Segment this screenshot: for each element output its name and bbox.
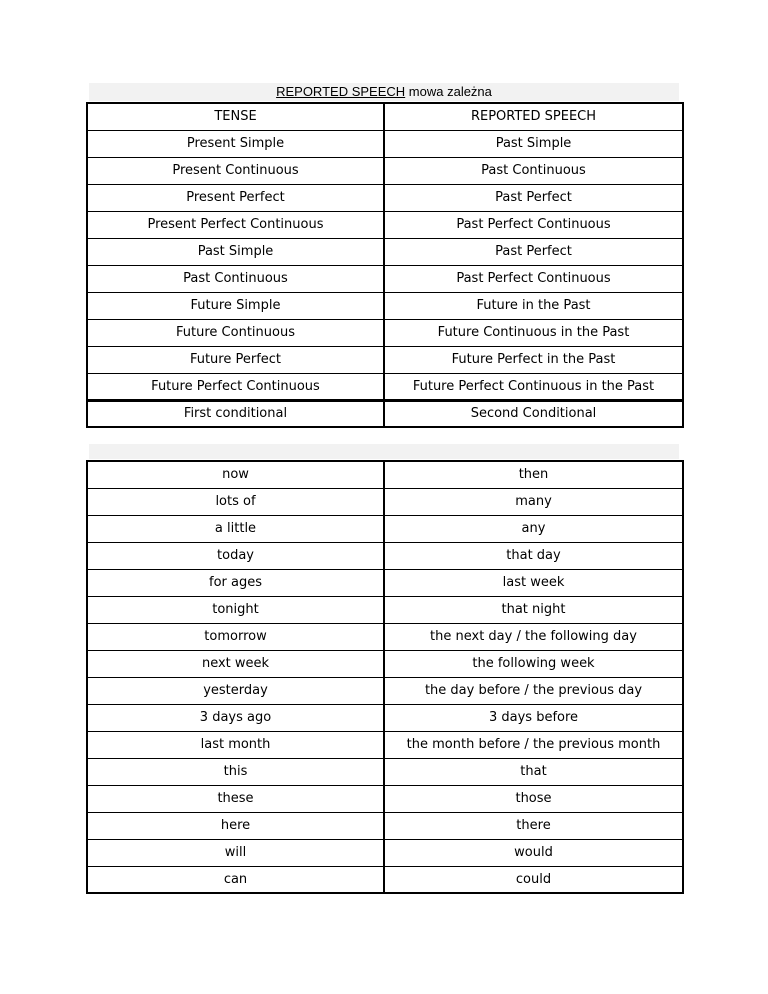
table-cell-direct: here	[87, 812, 384, 839]
table-cell-reported: the following week	[384, 650, 683, 677]
table-cell-reported: the next day / the following day	[384, 623, 683, 650]
table-row	[87, 373, 683, 400]
table-row	[87, 866, 683, 893]
table-row	[87, 758, 683, 785]
table-row	[87, 319, 683, 346]
table-cell-direct: Future Simple	[87, 292, 384, 319]
table-cell-direct: these	[87, 785, 384, 812]
table-cell-direct: last month	[87, 731, 384, 758]
title-main: REPORTED SPEECH	[276, 84, 406, 99]
table-cell-reported: there	[384, 812, 683, 839]
table-row	[87, 238, 683, 265]
table-cell-direct: lots of	[87, 488, 384, 515]
table-cell-reported: Future Perfect Continuous in the Past	[384, 373, 683, 400]
table-cell-direct: Future Continuous	[87, 319, 384, 346]
table-cell-reported: Past Perfect	[384, 238, 683, 265]
table-row	[87, 488, 683, 515]
table-row	[87, 650, 683, 677]
table-cell-direct: now	[87, 461, 384, 488]
table-cell-direct: today	[87, 542, 384, 569]
table-cell-reported: those	[384, 785, 683, 812]
table-cell-reported: last week	[384, 569, 683, 596]
table-cell-direct: Past Continuous	[87, 265, 384, 292]
table-row	[87, 184, 683, 211]
table-cell-reported: that night	[384, 596, 683, 623]
table-cell-reported: that day	[384, 542, 683, 569]
table-cell-reported: the month before / the previous month	[384, 731, 683, 758]
table-cell-reported: many	[384, 488, 683, 515]
table-row	[87, 400, 683, 427]
table-cell-reported: Second Conditional	[384, 400, 683, 427]
column-header-tense: TENSE	[87, 103, 384, 130]
table-cell-reported: that	[384, 758, 683, 785]
table-cell-direct: Future Perfect	[87, 346, 384, 373]
table-row	[87, 677, 683, 704]
column-header-reported-speech: REPORTED SPEECH	[384, 103, 683, 130]
table-cell-reported: then	[384, 461, 683, 488]
table-cell-direct: Present Perfect Continuous	[87, 211, 384, 238]
table-cell-reported: could	[384, 866, 683, 893]
table-row	[87, 839, 683, 866]
table-cell-direct: 3 days ago	[87, 704, 384, 731]
table-cell-direct: yesterday	[87, 677, 384, 704]
table-cell-direct: for ages	[87, 569, 384, 596]
table-cell-reported: Past Simple	[384, 130, 683, 157]
table-row	[87, 812, 683, 839]
table-cell-direct: will	[87, 839, 384, 866]
table-cell-direct: Future Perfect Continuous	[87, 373, 384, 400]
table-cell-reported: Past Perfect Continuous	[384, 211, 683, 238]
table-row	[87, 292, 683, 319]
table-row	[87, 542, 683, 569]
table-cell-reported: 3 days before	[384, 704, 683, 731]
table-row	[87, 211, 683, 238]
table-cell-direct: this	[87, 758, 384, 785]
table-cell-direct: Present Continuous	[87, 157, 384, 184]
table-row	[87, 785, 683, 812]
table-row	[87, 704, 683, 731]
time-expressions-table	[86, 460, 684, 894]
table-cell-direct: Present Perfect	[87, 184, 384, 211]
table-row	[87, 731, 683, 758]
table-header-row	[87, 103, 683, 130]
table-row	[87, 569, 683, 596]
table-cell-direct: Past Simple	[87, 238, 384, 265]
table-cell-direct: can	[87, 866, 384, 893]
table-row	[87, 265, 683, 292]
table-cell-reported: Future in the Past	[384, 292, 683, 319]
title-subtitle: mowa zależna	[408, 84, 492, 99]
table-row	[87, 461, 683, 488]
table-cell-direct: tomorrow	[87, 623, 384, 650]
table-cell-reported: Future Perfect in the Past	[384, 346, 683, 373]
document-title	[89, 83, 679, 101]
table-cell-direct: First conditional	[87, 400, 384, 427]
table-cell-reported: Future Continuous in the Past	[384, 319, 683, 346]
table-cell-reported: Past Continuous	[384, 157, 683, 184]
table-cell-reported: would	[384, 839, 683, 866]
table-cell-direct: tonight	[87, 596, 384, 623]
table-row	[87, 130, 683, 157]
table-cell-reported: Past Perfect Continuous	[384, 265, 683, 292]
table-cell-direct: Present Simple	[87, 130, 384, 157]
table-cell-reported: any	[384, 515, 683, 542]
table-row	[87, 346, 683, 373]
table-cell-direct: a little	[87, 515, 384, 542]
table-row	[87, 515, 683, 542]
table-cell-reported: the day before / the previous day	[384, 677, 683, 704]
table-row	[87, 623, 683, 650]
table-cell-direct: next week	[87, 650, 384, 677]
table-row	[87, 157, 683, 184]
table-cell-reported: Past Perfect	[384, 184, 683, 211]
table-row	[87, 596, 683, 623]
section-divider-band	[89, 444, 679, 459]
tense-table	[86, 102, 684, 428]
